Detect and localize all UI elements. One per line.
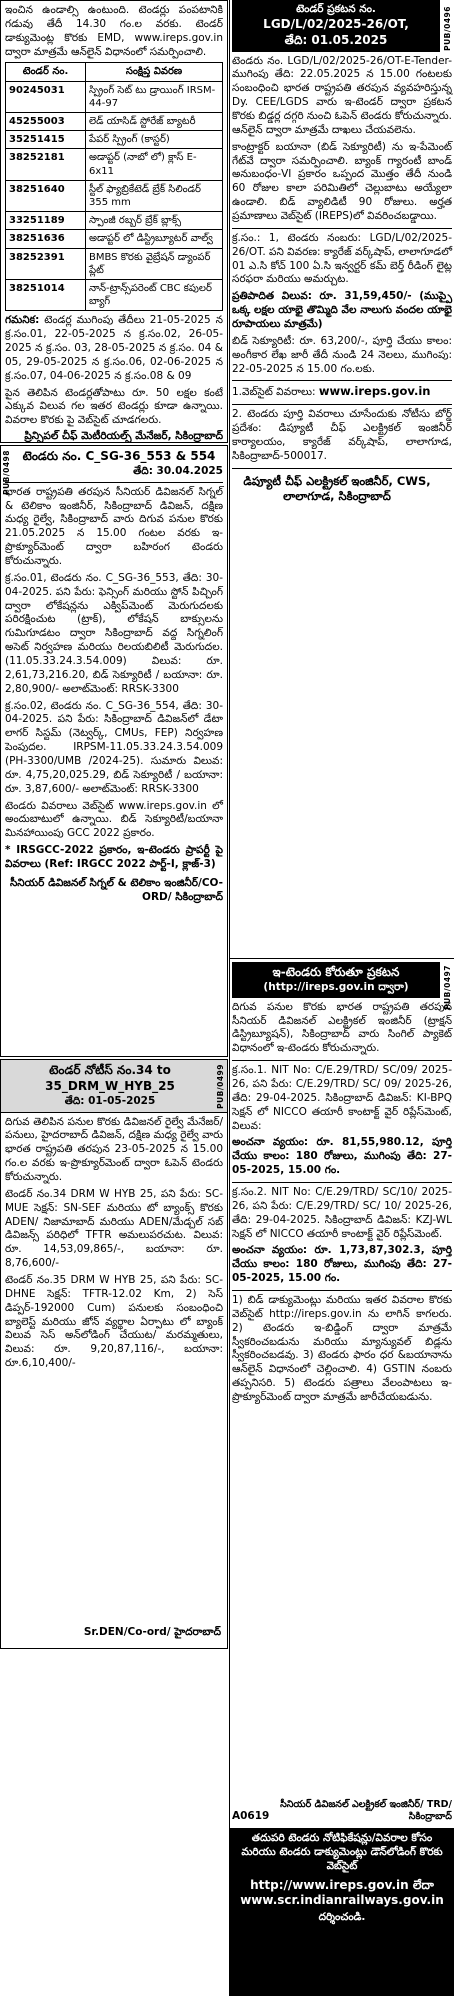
closing-dates-note	[5, 314, 223, 383]
col-tender-no: టెండర్ నం.	[6, 63, 86, 81]
extra-text: పైన తెలిపిన టెండర్లతోపాటు రూ. 50 లక్షల కంటే ఎక్కువ విలువ గల ఇతర టెండర్లు కూడా ఉన్నాయి. వివరాల కొరకు పై వెబ్‌సైట్ చూడగలరు.	[5, 386, 223, 427]
tender-no: 90245031	[6, 81, 86, 112]
lighting-tender-item: క్ర.సం.: 1, టెండరు నంబరు: LGD/L/02/2025-26/OT. పని వివరణ: క్యారేజ్ వర్క్‌షాప్, లాలాగూడలో 01 ఎ.సి కోచ్ 100 ఏ.సి ఇన్వర్టర్ కమ్ బెర్త్ రీడింగ్ లైట్ల సరఫరా మరియు అమర్చుట.	[232, 231, 453, 286]
lighting-tender-bid: బిడ్ సెక్యూరిటీ: రూ. 63,200/-, పూర్తి చేయు కాలం: అంగీకార లేఖ జారీ తేదీ నుండి 24 నెలలు, ముగింపు: 22-05-2025 న 15.00 గం.లకు.	[232, 334, 452, 375]
signal-tender-notice	[0, 445, 228, 1057]
tender-no: 35251415	[6, 131, 86, 149]
tender-table	[5, 62, 223, 311]
signal-tender-intro: భారత రాష్ట్రపతి తరపున సీనియర్ డివిజనల్ సిగ్నల్ & టెలికాం ఇంజినీర్, సికింద్రాబాద్ డివిజన్, దక్షిణ మధ్య రైల్వే, సికింద్రాబాద్ వారు దిగువ పనుల కొరకు 21.05.2025 న 15.00 గంటల వరకు ఇ-ప్రొక్యూర్‌మెంట్ ద్వారా బహిరంగ టెండరు కోరుచున్నారు.	[5, 485, 223, 567]
works-tender-intro: దిగువ తెలిపిన పనుల కొరకు డివిజనల్ రైల్వే మేనేజర్/పనులు, హైదరాబాద్ డివిజన్, దక్షిణ మధ్య రైల్వే వారు భారత రాష్ట్రపతి తరపున 23-05-2025 న 15.00 గం.ల వరకు ఇ-ప్రొక్యూర్‌మెంట్ ద్వారా ఓపెన్ టెండరు కోరుచున్నారు.	[5, 1115, 223, 1183]
left-column	[0, 0, 228, 1649]
traction-signature-row	[232, 1799, 452, 1824]
table-row	[6, 149, 223, 180]
table-row	[6, 131, 223, 149]
website-label: 1.వెబ్‌సైట్ వివరాలు:	[232, 386, 316, 399]
table-row	[6, 230, 223, 248]
tender-no: 33251189	[6, 212, 86, 230]
pub-code-0498: PUB/0498	[2, 450, 11, 495]
footer-visit: దర్శించండి.	[318, 1911, 366, 1924]
tender-desc: అడాప్టర్ (నాబో లో) క్లాస్ E-6x11	[86, 149, 223, 180]
works-tender-item-34: టెండర్ నం.34 DRM W HYB 25, పని పేరు: SC-MUE సెక్షన్: SN-SEF మరియు టో బ్యాంక్స్ కొరకు ADEN/ నిజామాబాద్ మరియు ADEN/మేడ్చల్ సబ్ డివిజన్స్ పరిధిలో TFTR అమలుపరచుట. విలువ: రూ. 14,53,09,865/-, బయానా: రూ. 8,76,600/-	[5, 1187, 223, 1270]
lighting-tender-header	[232, 0, 440, 52]
etender-header	[232, 962, 440, 998]
note-text: టెండర్ల ముగింపు తేదీలు 21-05-2025 న క్ర.సం.01, 22-05-2025 న క్ర.సం.02, 26-05-2025 న క్ర.సం. 03, 28-05-2025 న క్ర.సం. 04 & 05, 29-05-2025 న క్ర.సం.06, 02-06-2025 న క్ర.సం.07, 04-06-2025 న క్ర.సం.08 & 09	[5, 314, 223, 382]
lighting-tender-date: తేది: 01.05.2025	[284, 32, 388, 47]
table-row	[6, 279, 223, 310]
table-row	[6, 113, 223, 131]
lighting-tender-intro: టెండరు నం. LGD/L/02/2025-26/OT-E-Tender-ముగింపు తేది: 22.05.2025 న 15.00 గంటలకు సంబంధించి భారత రాష్ట్రపతి తరపున వ్యవహరిస్తున్న Dy. CEE/LGDS వారు ఇ-టెండర్ ద్వారా ప్రకటన కొరకు బిడ్డర్ల దగ్గరి నుంచి ఓపెన్ టెండరు కోరుచున్నారు. ఆన్‌లైన్ ద్వారా మాత్రమే దాఖలు చేయవలెను.	[232, 54, 452, 136]
lighting-tender-label: టెండర్ ప్రకటన నం.	[296, 3, 376, 15]
ad-code: A0619	[232, 1810, 270, 1823]
traction-tender-notice	[230, 958, 454, 1828]
signal-tender-irgcc: * IRSGCC-2022 ప్రకారం, ఇ-టెండరు ప్రాపర్టీ పై వివరాలు (Ref: IRGCC 2022 పార్ట్-I, క్లాజ్-3)	[5, 844, 223, 871]
works-tender-date: తేది: 01-05-2025	[64, 1094, 156, 1107]
tender-desc: అడాప్టర్ లో డిస్ట్రిబ్యూటర్ వాల్వ్	[86, 230, 223, 248]
works-tender-title: టెండర్ నోటీస్ నం.34 to 35_DRM_W_HYB_25	[45, 1063, 175, 1093]
tender-desc: నాన్-ట్రాన్స్‌పరెంట్ CBC కపులర్ బ్యాగ్	[86, 279, 223, 310]
tender-desc: BMBS కొరకు వైబ్రేషన్ డ్యాంపర్ ప్లేట్	[86, 248, 223, 279]
col-description: సంక్షిప్త వివరణ	[86, 63, 223, 81]
traction-item-2-value: అంచనా వ్యయం: రూ. 1,73,87,302.3, పూర్తి చేయు కాలం: 180 రోజులు, ముగింపు తేది: 27-05-2025, 15.00 గం.	[232, 1244, 452, 1285]
note-title: గమనిక:	[5, 314, 40, 327]
table-row	[6, 81, 223, 112]
traction-item-1-value: అంచనా వ్యయం: రూ. 81,55,980.12, పూర్తి చేయు కాలం: 180 రోజులు, ముగింపు తేది: 27-05-2025, 15.00 గం.	[232, 1136, 452, 1177]
traction-item-2: క్ర.సం.2. NIT No: C/E.29/TRD/ SC/10/ 2025-26, పని పేరు: C/E.29/TRD/ SC/ 10/ 2025-26, తేది: 29-04-2025. సికింద్రాబాద్ డివిజన్: KZJ-WL సెక్షన్ లో NICCO తయారీ కాంటాక్ట్ వైర్ రిప్లేస్‌మెంట్.	[232, 1186, 452, 1240]
traction-notes: 1) బిడ్ డాక్యుమెంట్లు మరియు ఇతర వివరాల కొరకు వెబ్‌సైట్ http://ireps.gov.in ను లాగిన్ కాగలరు. 2) టెండరు ఇ-బిడ్డింగ్ ద్వారా మాత్రమే స్వీకరించబడును మరియు మ్యాన్యువల్ బిడ్లను స్వీకరించబడవు. 3) టెండరు ఫారం ధర &బయానాను ఆన్‌లైన్ విధానంలో చెల్లించాలి. 4) GSTIN నంబరు తప్పనిసరి. 5) టెండరు పత్రాలు వేలంపాటలు ఇ-ప్రొక్యూర్‌మెంట్ ద్వారా మాత్రమే జారీచేయబడును.	[232, 1294, 452, 1404]
lighting-tender-notice	[230, 0, 454, 958]
pub-code-0496: PUB/0496	[443, 6, 453, 51]
lighting-tender-more: 2. టెండరు పూర్తి వివరాలు చూసేందుకు నోటీసు బోర్డ్ ప్రదేశం: డిప్యూటీ చీఫ్ ఎలక్ట్రికల్ ఇంజినీర్ కార్యాలయం, క్యారేజ్ వర్క్‌షాప్, లాలాగూడ, సికింద్రాబాద్-500017.	[232, 408, 452, 462]
footer-websites[interactable]: http://www.ireps.gov.in లేదా www.scr.indianrailways.gov.in	[240, 1877, 444, 1908]
signal-tender-site: టెండరు వివరాలు వెబ్‌సైట్ www.ireps.gov.in లో అందుబాటులో ఉన్నాయి. బిడ్ సెక్యూరిటీ/బయానా మినహాయింపు GCC 2022 ప్రకారం.	[5, 799, 223, 840]
lighting-tender-text2: కాంట్రాక్టర్ బయానా (బిడ్ సెక్యూరిటీ) ను ఇ-పేమెంట్ గేట్‌వే ద్వారా సమర్పించాలి. బ్యాంక్ గ్యారంటీ బాండ్ అనుబంధం-VI ప్రకారం ఒప్పంద మొత్తం తేదీ నుండి 60 రోజుల కాలా పరిమితిలో చెల్లుబాటు అయ్యేలా ఉండాలి. బిడ్ వ్యాలిడిటీ 90 రోజులు. అర్హత ప్రమాణాలు వెబ్‌సైట్ (IREPS)లో వివరించబడ్డాయి.	[232, 140, 452, 222]
table-row	[6, 212, 223, 230]
tender-desc: స్పాంజీ రబ్బర్ బ్రేక్ బ్లాక్స్	[86, 212, 223, 230]
signal-tender-date: తేది: 30.04.2025	[133, 464, 223, 477]
signature-pcmm: ప్రిన్సిపల్ చీఫ్ మెటీరియల్స్ మేనేజర్, సికింద్రాబాద్	[24, 430, 223, 443]
etender-subtitle: (http://ireps.gov.in ద్వారా)	[263, 980, 409, 993]
tender-desc: స్ప్రింగ్ సెట్ టు డ్రాయింగ్ IRSM-44-97	[86, 81, 223, 112]
footer-banner	[230, 1828, 454, 1996]
website-link[interactable]: www.ireps.gov.in	[318, 384, 431, 399]
pub-code-0497: PUB/0497	[443, 965, 453, 1010]
dcee-signature: డిప్యూటీ చీఫ్ ఎలక్ట్రికల్ ఇంజినీర్, CWS, లాలాగూడ, సికింద్రాబాద్	[243, 473, 431, 503]
tender-desc: లెడ్ యాసిడ్ స్టోరేజ్ బ్యాటరీ	[86, 113, 223, 131]
etender-title: ఇ-టెండరు కోరుతూ ప్రకటన	[272, 965, 400, 979]
table-header-row	[6, 63, 223, 81]
tender-desc: పేపర్ స్ప్రింగ్ (కాస్టర్)	[86, 131, 223, 149]
signal-tender-item-2: క్ర.సం.02, టెండరు నం. C_SG-36_554, తేది: 30-04-2025. పని పేరు: సికింద్రాబాద్ డివిజన్‌లో డేటా లాగర్ సిస్టమ్ (నెట్వర్క్, CMUs, FEP) నిర్వహణ పెంపుదల. IRPSM-11.05.33.24.3.54.009 (PH-3300/UMB /2024-25). సుమారు విలువ: రూ. 4,75,20,025.29, బిడ్ సెక్యూరిటీ / బయానా: రూ. 3,87,600/- అలాట్‌మెంట్: RRSK-3300	[5, 699, 223, 795]
lighting-website-row	[232, 384, 452, 400]
signature-srden: Sr.DEN/Co-ord/ హైదరాబాద్	[83, 1626, 221, 1639]
sdee-signature: సీనియర్ డివిజనల్ ఎలక్ట్రికల్ ఇంజినీర్/ TRD/సికింద్రాబాద్	[280, 1798, 452, 1823]
right-column	[229, 0, 454, 1996]
tender-no: 38252391	[6, 248, 86, 279]
table-row	[6, 248, 223, 279]
tender-no: 38251640	[6, 180, 86, 211]
pub-code-0499: PUB/0499	[216, 1064, 226, 1109]
works-tender-notice	[0, 1059, 228, 1649]
works-tender-header	[1, 1060, 227, 1113]
traction-item-1: క్ర.సం.1. NIT No: C/E.29/TRD/ SC/09/ 2025-26, పని పేరు: C/E.29/TRD/ SC/ 09/ 2025-26, తేది: 29-04-2025. సికింద్రాబాద్ డివిజన్: KI-BPQ సెక్షన్ లో NICCO తయారీ కాంటాక్ట్ వైర్ రిప్లేస్‌మెంట్, విలువ:	[232, 1064, 452, 1132]
lighting-tender-value: ప్రతిపాదిత విలువ: రూ. 31,59,450/- (ముప్పై ఒక్క లక్షల యాభై తొమ్మిది వేల నాలుగు వందల యాభై రూపాయలు మాత్రమే)	[232, 290, 452, 330]
lighting-tender-no: LGD/L/02/2025-26/OT,	[263, 16, 409, 31]
intro-text: ఇంచిన ఉండాల్సి ఉంటుంది. టెండర్లు పంపటానికి గడువు తేదీ 14.30 గం.ల వరకు. టెండర్ డాక్యుమెంట్ల కొరకు EMD, www.ireps.gov.in ద్వారా మాత్రమే ఆన్‌లైన్ విధానంలో సమర్పించాలి.	[5, 4, 223, 58]
materials-tender-notice	[0, 0, 228, 443]
tender-no: 45255003	[6, 113, 86, 131]
traction-tender-intro: దిగువ పనుల కొరకు భారత రాష్ట్రపతి తరపున సీనియర్ డివిజనల్ ఎలక్ట్రికల్ ఇంజినీర్ (ట్రాక్షన్ డిస్ట్రిబ్యూషన్), సికింద్రాబాద్ వారు సింగిల్ ప్యాకెట్ విధానంలో ఇ-టెండరు కోరుచున్నారు.	[232, 1000, 452, 1055]
tender-desc: స్టీల్ ఫ్యాబ్రికేటెడ్ బ్రేక్ సిలిండర్ 355 mm	[86, 180, 223, 211]
signature-sdste: సీనియర్ డివిజనల్ సిగ్నల్ & టెలికాం ఇంజినీర్/CO-ORD/ సికింద్రాబాద్	[9, 876, 223, 903]
tender-no: 38251014	[6, 279, 86, 310]
signal-tender-item-1: క్ర.సం.01, టెండరు నం. C_SG-36_553, తేది: 30-04-2025. పని పేరు: ఫెన్సింగ్ మరియు స్టోన్ పిచ్చింగ్ ద్వారా లోకేషన్లను ఎక్విప్‌మెంట్ మెరుగుదలకు పరిరక్షించుట (ట్రాక్), లోకేషన్ బాక్సులను గుమిగూడటం ద్వారా సికింద్రాబాద్ వద్ద సిగ్నలింగ్ అసెట్ నిర్వహణ మరియు రిలయబిలిటీ మెరుగుదల. (11.05.33.24.3.54.009) విలువ: రూ. 2,61,73,216.20, బిడ్ సెక్యూరిటీ / బయానా: రూ. 2,80,900/- అలాట్‌మెంట్: RRSK-3300	[5, 571, 223, 695]
works-tender-item-35: టెండర్ నం.35 DRM W HYB 25, పని పేరు: SC-DHNE సెక్షన్: TFTR-12.02 Km, 2) సెస్ డిప్పర్-192000 Cum) పనులకు సంబంధించి బ్యాలెస్ట్ మరియు జోన్ వ్యర్థాల ఏర్పాటు లో బ్యాంక్ విలువ సెస్ అన్‌లోడింగ్ చేయుట/ మరమ్మతులు, విలువ: రూ. 9,20,87,116/-, బయానా: రూ.6,10,400/-	[5, 1273, 223, 1370]
table-row	[6, 180, 223, 211]
signal-tender-title: టెండరు నం. C_SG-36_553 & 554	[22, 449, 216, 463]
tender-no: 38252181	[6, 149, 86, 180]
tender-no: 38251636	[6, 230, 86, 248]
footer-text: తదుపరి టెండరు నోటిఫికేషన్లు/వివరాల కోసం మరియు టెండరు డాక్యుమెంట్లు డౌన్‌లోడింగ్ కొరకు వెబ్‌సైట్	[241, 1832, 443, 1872]
